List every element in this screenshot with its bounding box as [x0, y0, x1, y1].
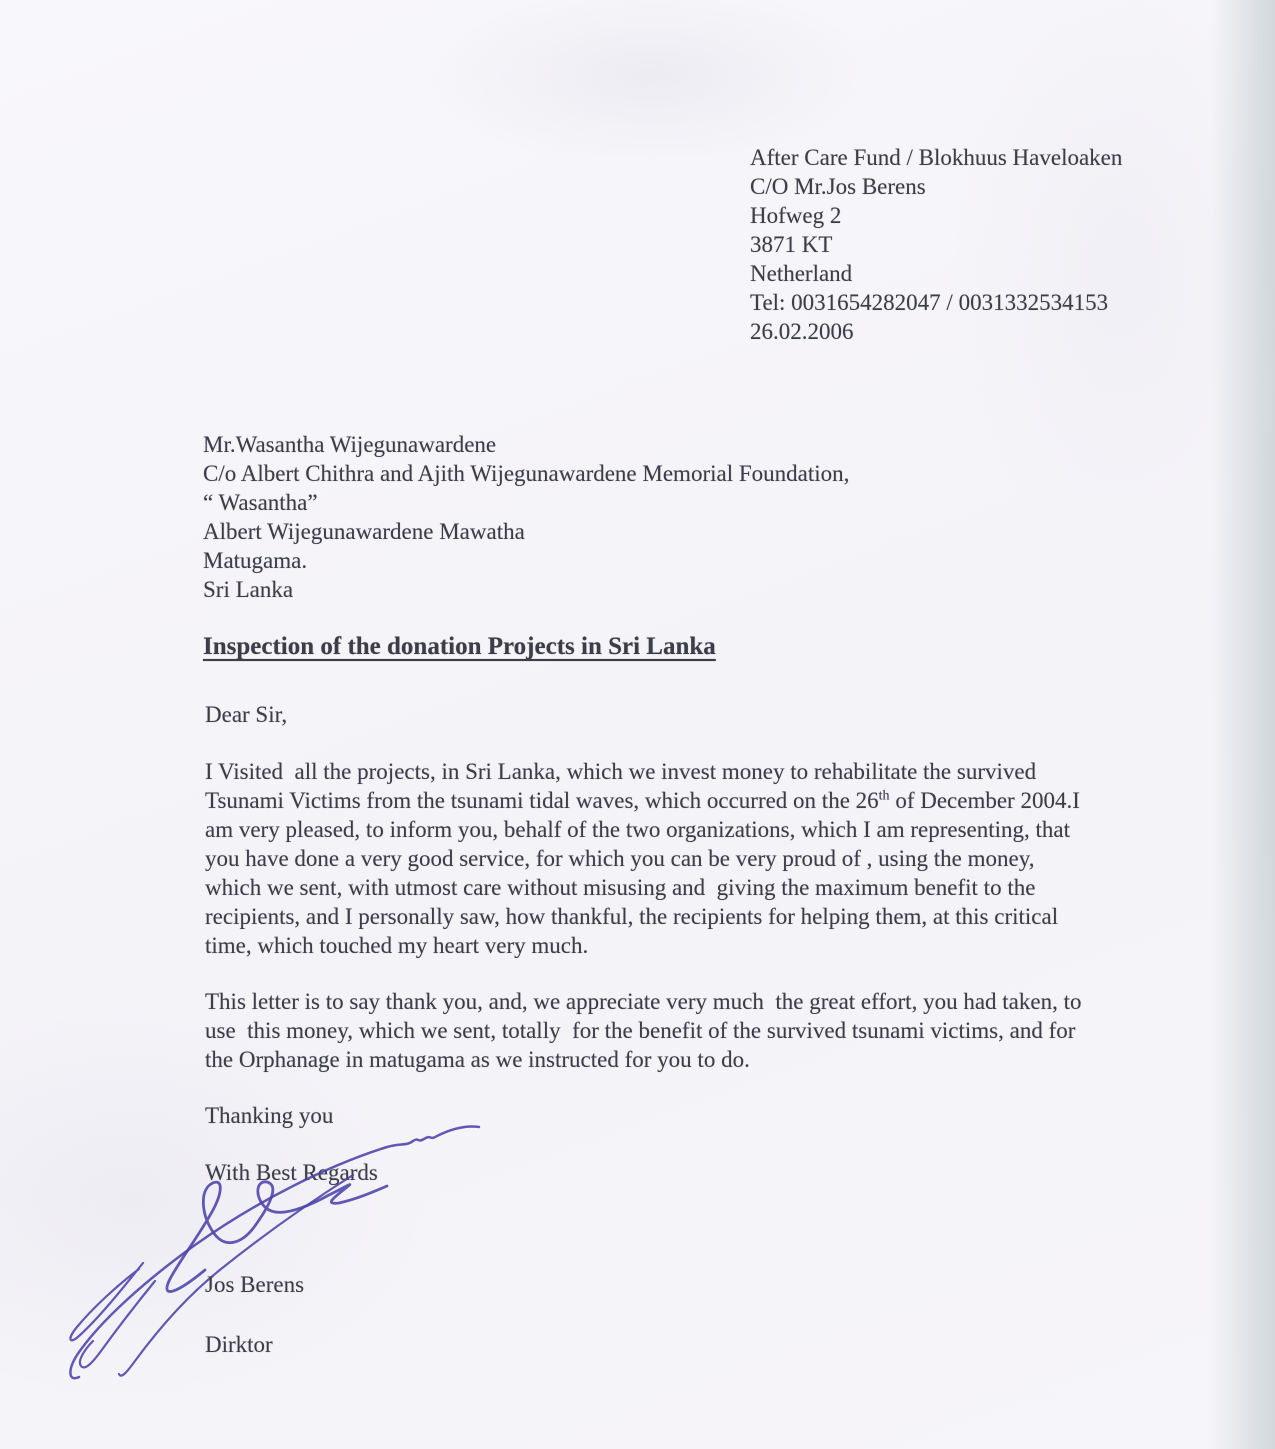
paragraph-1 — [205, 757, 1080, 960]
recipient-care-of: C/o Albert Chithra and Ajith Wijegunawardene Memorial Foundation, — [203, 461, 850, 486]
sender-org: After Care Fund / Blokhuus Haveloaken — [750, 145, 1123, 170]
ordinal-superscript: th — [878, 788, 890, 804]
subject-line: Inspection of the donation Projects in Sri Lanka — [203, 633, 716, 660]
paragraph-line: which we sent, with utmost care without misusing and giving the maximum benefit to the — [205, 875, 1036, 900]
recipient-town: Matugama. — [203, 548, 308, 573]
closing-regards-text: With Best Regards — [205, 1160, 378, 1185]
recipient-address-block — [203, 430, 849, 604]
salutation — [205, 700, 287, 729]
signer-name — [205, 1270, 304, 1299]
recipient-street: Albert Wijegunawardene Mawatha — [203, 519, 525, 544]
paragraph-line: am very pleased, to inform you, behalf of the two organizations, which I am representing, that — [205, 817, 1071, 842]
paragraph-2 — [205, 987, 1081, 1074]
sender-postcode: 3871 KT — [750, 232, 833, 257]
recipient-house-name: “ Wasantha” — [203, 490, 318, 515]
paragraph-text: Tsunami Victims from the tsunami tidal waves, which occurred on the 26 — [205, 788, 879, 813]
sender-address-block — [750, 143, 1122, 346]
paragraph-line: recipients, and I personally saw, how thankful, the recipients for helping them, at this critical — [205, 904, 1059, 929]
recipient-country: Sri Lanka — [203, 577, 294, 602]
closing-thanks-text: Thanking you — [205, 1103, 334, 1128]
paragraph-line — [205, 786, 1080, 815]
paragraph-line: use this money, which we sent, totally for the benefit of the survived tsunami victims, and for — [205, 1018, 1076, 1043]
paragraph-text: of December 2004.I — [889, 788, 1080, 813]
salutation-text: Dear Sir, — [205, 702, 288, 727]
signature-ink — [55, 1105, 495, 1395]
paragraph-line: I Visited all the projects, in Sri Lanka, which we invest money to rehabilitate the survived — [205, 759, 1037, 784]
sender-phone: Tel: 0031654282047 / 0031332534153 — [750, 290, 1109, 315]
signer-title-text: Dirktor — [205, 1332, 273, 1357]
paragraph-line: This letter is to say thank you, and, we appreciate very much the great effort, you had taken, to — [205, 989, 1082, 1014]
paragraph-line: the Orphanage in matugama as we instructed for you to do. — [205, 1047, 750, 1072]
sender-care-of: C/O Mr.Jos Berens — [750, 174, 926, 199]
recipient-name: Mr.Wasantha Wijegunawardene — [203, 432, 497, 457]
sender-country: Netherland — [750, 261, 853, 286]
sender-street: Hofweg 2 — [750, 203, 842, 228]
signer-name-text: Jos Berens — [205, 1272, 305, 1297]
signer-title — [205, 1330, 273, 1359]
letter-date: 26.02.2006 — [750, 319, 854, 344]
paragraph-line: you have done a very good service, for which you can be very proud of , using the money, — [205, 846, 1035, 871]
paragraph-line: time, which touched my heart very much. — [205, 933, 589, 958]
